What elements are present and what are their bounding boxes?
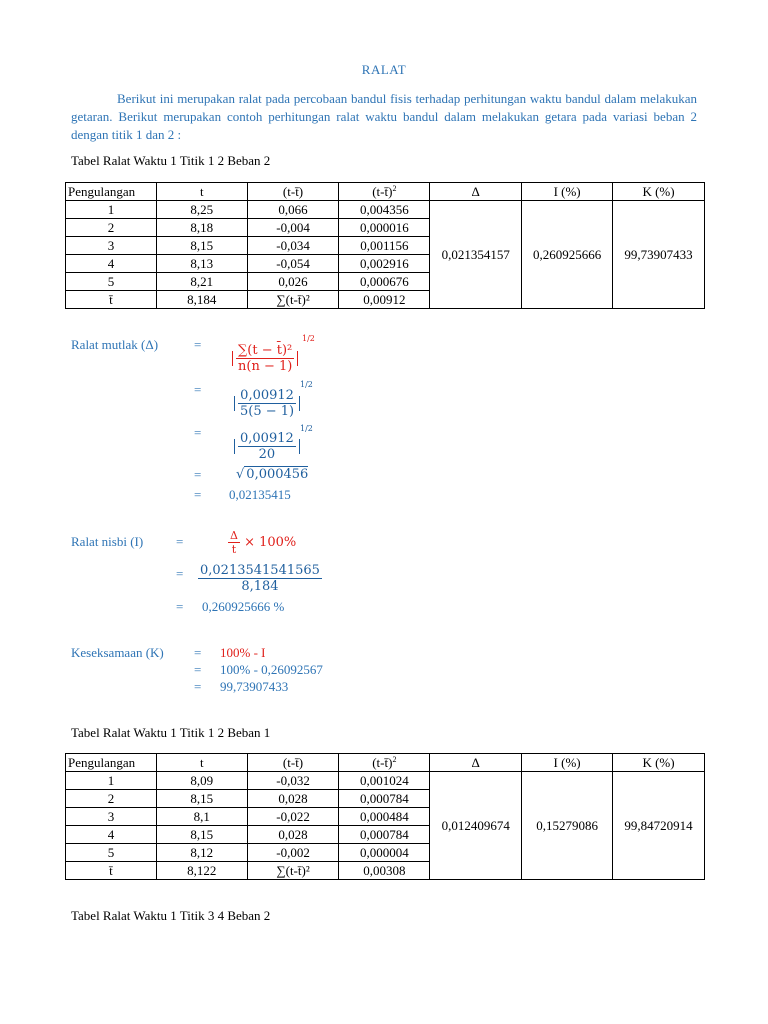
table1 [65, 182, 705, 309]
header-cell: I (%) [522, 183, 613, 201]
table-cell: 0,004356 [339, 201, 430, 219]
table-cell: 3 [66, 808, 157, 826]
header-text: (t-t̄) [372, 754, 393, 770]
table-cell: t̄ [66, 291, 157, 309]
header-cell: (t-t̄) [247, 754, 339, 772]
i-cell: 0,260925666 [522, 201, 613, 309]
table-cell: 0,00912 [339, 291, 430, 309]
i-cell: 0,15279086 [522, 772, 613, 880]
table-cell: 8,1 [156, 808, 247, 826]
header-cell: (t-t̄) [247, 183, 339, 201]
table-cell: -0,034 [247, 237, 339, 255]
header-cell: I (%) [522, 754, 613, 772]
table2 [65, 753, 705, 880]
table3-caption: Tabel Ralat Waktu 1 Titik 3 4 Beban 2 [71, 908, 271, 923]
header-cell: t [156, 754, 247, 772]
ralat-mutlak-step3: √ 0,000456 [236, 467, 309, 482]
table-cell: 2 [66, 219, 157, 237]
table-cell: 8,09 [156, 772, 247, 790]
formula-denominator: n(n − 1) [238, 359, 293, 374]
ralat-nisbi-result: 0,260925666 % [202, 599, 285, 614]
table-cell: 8,21 [156, 273, 247, 291]
ralat-mutlak-label: Ralat mutlak (Δ) [71, 337, 159, 352]
table-cell: 0,00308 [339, 862, 430, 880]
table-row [66, 201, 705, 219]
table-cell: 8,15 [156, 237, 247, 255]
table1-caption: Tabel Ralat Waktu 1 Titik 1 2 Beban 2 [71, 153, 271, 168]
table-cell: 0,001156 [339, 237, 430, 255]
table-cell: 8,15 [156, 826, 247, 844]
table-cell: 0,066 [247, 201, 339, 219]
header-cell: K (%) [613, 183, 705, 201]
table-row [66, 772, 705, 790]
ralat-nisbi-label: Ralat nisbi (I) [71, 534, 144, 549]
keseksamaan-line2: 100% - 0,26092567 [220, 662, 323, 677]
header-text: (t-t̄) [372, 183, 393, 199]
table-cell: 8,13 [156, 255, 247, 273]
table-cell: -0,032 [247, 772, 339, 790]
table-cell: ∑(t-t̄)² [247, 862, 339, 880]
delta-cell: 0,021354157 [430, 201, 522, 309]
ralat-mutlak-step2 [234, 431, 300, 462]
step1-denominator: 5(5 − 1) [240, 404, 295, 419]
ralat-mutlak-step1 [234, 388, 300, 419]
header-cell: Δ [430, 183, 522, 201]
step2-denominator: 20 [258, 447, 276, 462]
table-cell: 1 [66, 201, 157, 219]
equals-sign: = [194, 487, 202, 502]
table-cell: 3 [66, 237, 157, 255]
header-cell: Pengulangan [66, 183, 157, 201]
delta-cell: 0,012409674 [430, 772, 522, 880]
table-cell: 0,000016 [339, 219, 430, 237]
table-cell: 0,000784 [339, 826, 430, 844]
table-cell: ∑(t-t̄)² [247, 291, 339, 309]
table-cell: 4 [66, 255, 157, 273]
equals-sign: = [194, 679, 202, 694]
formula-tail: × 100% [244, 535, 297, 550]
exponent: 1/2 [302, 334, 315, 343]
table-cell: 5 [66, 273, 157, 291]
table-cell: -0,054 [247, 255, 339, 273]
header-cell: t [156, 183, 247, 201]
table-cell: 8,184 [156, 291, 247, 309]
header-cell: (t-t̄)$^2$ [339, 183, 430, 201]
ralat-nisbi-formula [228, 529, 296, 556]
formula-denominator: t̄ [231, 543, 237, 556]
k-cell: 99,73907433 [613, 201, 705, 309]
table-cell: 4 [66, 826, 157, 844]
step1-denominator: 8,184 [241, 579, 279, 594]
table-cell: -0,022 [247, 808, 339, 826]
table-header-row [66, 754, 705, 772]
table-cell: 0,002916 [339, 255, 430, 273]
table-cell: 8,122 [156, 862, 247, 880]
equals-sign: = [176, 599, 184, 614]
step1-numerator: 0,0213541541565 [200, 563, 320, 578]
table-cell: -0,002 [247, 844, 339, 862]
table-cell: 8,15 [156, 790, 247, 808]
equals-sign: = [194, 337, 202, 352]
table-cell: 0,001024 [339, 772, 430, 790]
formula-numerator: Δ [230, 529, 238, 542]
table-cell: 0,000004 [339, 844, 430, 862]
ralat-mutlak-result: 0,02135415 [229, 487, 291, 502]
table-cell: 0,000676 [339, 273, 430, 291]
step1-numerator: 0,00912 [238, 388, 296, 404]
table-cell: 0,000484 [339, 808, 430, 826]
table-cell: 0,028 [247, 826, 339, 844]
table-header-row [66, 183, 705, 201]
k-cell: 99,84720914 [613, 772, 705, 880]
exponent: 1/2 [300, 380, 313, 389]
header-cell: K (%) [613, 754, 705, 772]
intro-text: Berikut ini merupakan ralat pada percobaan bandul fisis terhadap perhitungan waktu bandul dalam melakukan getaran. Berikut merupakan contoh perhitungan ralat waktu bandul dalam melakukan getara pada variasi beban 2 dengan titik 1 dan 2 : [71, 91, 697, 142]
table-cell: 0,000784 [339, 790, 430, 808]
keseksamaan-label: Keseksamaan (K) [71, 645, 164, 660]
page-title: RALAT [361, 62, 407, 77]
header-cell: (t-t̄)$^2$ [339, 754, 430, 772]
table-cell: 8,12 [156, 844, 247, 862]
equals-sign: = [194, 382, 202, 397]
formula-numerator: ∑(t − t̄)² [236, 343, 294, 359]
table2-caption: Tabel Ralat Waktu 1 Titik 1 2 Beban 1 [71, 725, 271, 740]
table-cell: 8,18 [156, 219, 247, 237]
header-cell: Δ [430, 754, 522, 772]
keseksamaan-line1: 100% - I [220, 645, 266, 660]
equals-sign: = [194, 425, 202, 440]
equals-sign: = [194, 662, 202, 677]
table-cell: -0,004 [247, 219, 339, 237]
keseksamaan-line3: 99,73907433 [220, 679, 289, 694]
table-cell: 1 [66, 772, 157, 790]
table-cell: 0,026 [247, 273, 339, 291]
table-cell: t̄ [66, 862, 157, 880]
header-cell: Pengulangan [66, 754, 157, 772]
ralat-nisbi-step1 [198, 563, 322, 594]
sqrt-radicand: 0,000456 [246, 467, 309, 482]
exponent: 1/2 [300, 424, 313, 433]
step2-numerator: 0,00912 [240, 431, 294, 446]
table-cell: 2 [66, 790, 157, 808]
table-cell: 8,25 [156, 201, 247, 219]
equals-sign: = [176, 566, 184, 581]
equals-sign: = [194, 645, 202, 660]
table-cell: 0,028 [247, 790, 339, 808]
equals-sign: = [176, 534, 184, 549]
table-cell: 5 [66, 844, 157, 862]
equals-sign: = [194, 467, 202, 482]
ralat-mutlak-formula [232, 343, 298, 374]
intro-paragraph [71, 90, 697, 144]
